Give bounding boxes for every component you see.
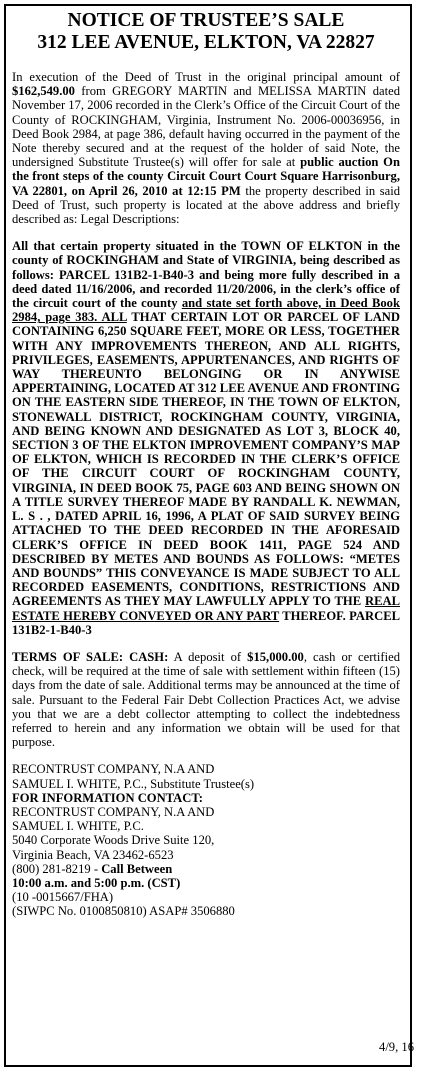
call-between-label: Call Between xyxy=(101,861,173,876)
contact-line: RECONTRUST COMPANY, N.A AND xyxy=(12,804,215,819)
contact-line: SAMUEL I. WHITE, P.C., Substitute Trustee(s) xyxy=(12,776,255,791)
contact-line: (SIWPC No. 0100850810) ASAP# 3506880 xyxy=(12,904,235,919)
intro-text: from GREGORY MARTIN and MELISSA MARTIN dated November 17, 2006 recorded in the Clerk’s Office of the Circuit Court of the County of ROCKINGHAM, Virginia, Instrument No. 2006-00036956, in Deed Book 2984, at page 386, default having occurred in the payment of the Note thereby secured and at the request of the holder of said Note, the undersigned Substitute Trustee(s) will offer for sale at xyxy=(12,84,400,170)
auction-details: public auction On the front steps of the county Circuit Court Court Square Harrisonburg, VA 22801, on April 26, 2010 at 12:15 PM xyxy=(12,155,400,198)
deposit-amount: $15,000.00 xyxy=(247,649,304,664)
legal-text: THEREOF. PARCEL 131B2-1-B40-3 xyxy=(12,608,401,637)
intro-paragraph xyxy=(12,70,400,226)
phone-number: (800) 281-8219 - xyxy=(12,861,102,876)
terms-paragraph xyxy=(12,650,400,749)
legal-text: THAT CERTAIN LOT OR PARCEL OF LAND CONTAINING 6,250 SQUARE FEET, MORE OR LESS, TOGETHER WITH ANY IMPROVEMENTS THEREON, AND ALL RIGHTS, PRIVILEGES, EASEMENTS, APPURTENANCES, AND RIGHTS OF WAY THEREUNTO BELONGING OR IN ANYWISE APPERTAINING, LOCATED AT 312 LEE AVENUE AND FRONTING ON THE EASTERN SIDE THEREOF, IN THE TOWN OF ELKTON, STONEWALL DISTRICT, ROCKINGHAM COUNTY, VIRGINIA, AND BEING KNOWN AND DESIGNATED AS LOT 3, BLOCK 40, SECTION 3 OF THE ELKTON IMPROVEMENT COMPANY’S MAP OF ELKTON, WHICH IS RECORDED IN THE CLERK’S OFFICE OF THE CIRCUIT COURT OF ROCKINGHAM COUNTY, VIRGINIA, IN DEED BOOK 75, PAGE 603 AND BEING SHOWN ON A TITLE SURVEY THEREOF MADE BY RANDALL K. NEWMAN, L. S . , DATED APRIL 16, 1996, A PLAT OF SAID SURVEY BEING ATTACHED TO THE DEED RECORDED IN THE AFORESAID CLERK’S OFFICE IN DEED BOOK 1411, PAGE 524 AND DESCRIBED BY METES AND BOUNDS AS FOLLOWS: “METES AND BOUNDS” THIS CONVEYANCE IS MADE SUBJECT TO ALL RECORDED EASEMENTS, CONDITIONS, RESTRICTIONS AND AGREEMENTS AS THEY MAY LAWFULLY APPLY TO THE xyxy=(12,310,401,609)
terms-label: TERMS OF SALE: CASH: xyxy=(12,649,169,664)
terms-text: , cash or certified check, will be required at the time of sale with settlement within fifteen (15) days from the date of sale. Additional terms may be announced at the time of sale. Pursuant to the Federal Fair Debt Collection Practices Act, we advise you that we are a debt collector attempting to collect the indebtedness referred to herein and any information we obtain will be used for that purpose. xyxy=(12,649,401,750)
contact-heading: FOR INFORMATION CONTACT: xyxy=(12,790,203,805)
legal-underlined-text: and state set forth above, in Deed Book 2984, page 383. ALL xyxy=(12,296,400,325)
contact-line: 5040 Corporate Woods Drive Suite 120, xyxy=(12,833,215,848)
legal-text: All that certain property situated in the TOWN OF ELKTON in the county of ROCKINGHAM and State of VIRGINIA, being described as follows: PARCEL 131B2-1-B40-3 and being more fully described in a deed dated 11/16/2006, and recorded 11/20/2006, in the clerk’s office of the circuit court of the county xyxy=(12,239,400,311)
publication-dates: 4/9, 16 xyxy=(379,1040,414,1054)
contact-block xyxy=(12,762,400,918)
call-hours: 10:00 a.m. and 5:00 p.m. (CST) xyxy=(12,875,181,890)
contact-line: RECONTRUST COMPANY, N.A AND xyxy=(12,762,215,777)
intro-text: the property described in said Deed of Trust, such property is located at the above address and briefly described as: Legal Descriptions: xyxy=(12,183,400,227)
contact-line: SAMUEL I. WHITE, P.C. xyxy=(12,819,144,834)
contact-line: Virginia Beach, VA 23462-6523 xyxy=(12,847,174,862)
terms-text: A deposit of xyxy=(168,649,248,664)
contact-phone-line xyxy=(12,862,400,876)
intro-text: In execution of the Deed of Trust in the original principal amount of xyxy=(12,70,400,84)
notice-address-title: 312 LEE AVENUE, ELKTON, VA 22827 xyxy=(37,32,375,53)
notice-body xyxy=(12,10,400,919)
principal-amount: $162,549.00 xyxy=(12,84,75,99)
contact-line: (10 -0015667/FHA) xyxy=(12,890,114,905)
legal-description xyxy=(12,239,400,637)
legal-underlined-text: REAL ESTATE HEREBY CONVEYED OR ANY PART xyxy=(12,594,400,623)
notice-title: NOTICE OF TRUSTEE’S SALE xyxy=(67,10,345,31)
